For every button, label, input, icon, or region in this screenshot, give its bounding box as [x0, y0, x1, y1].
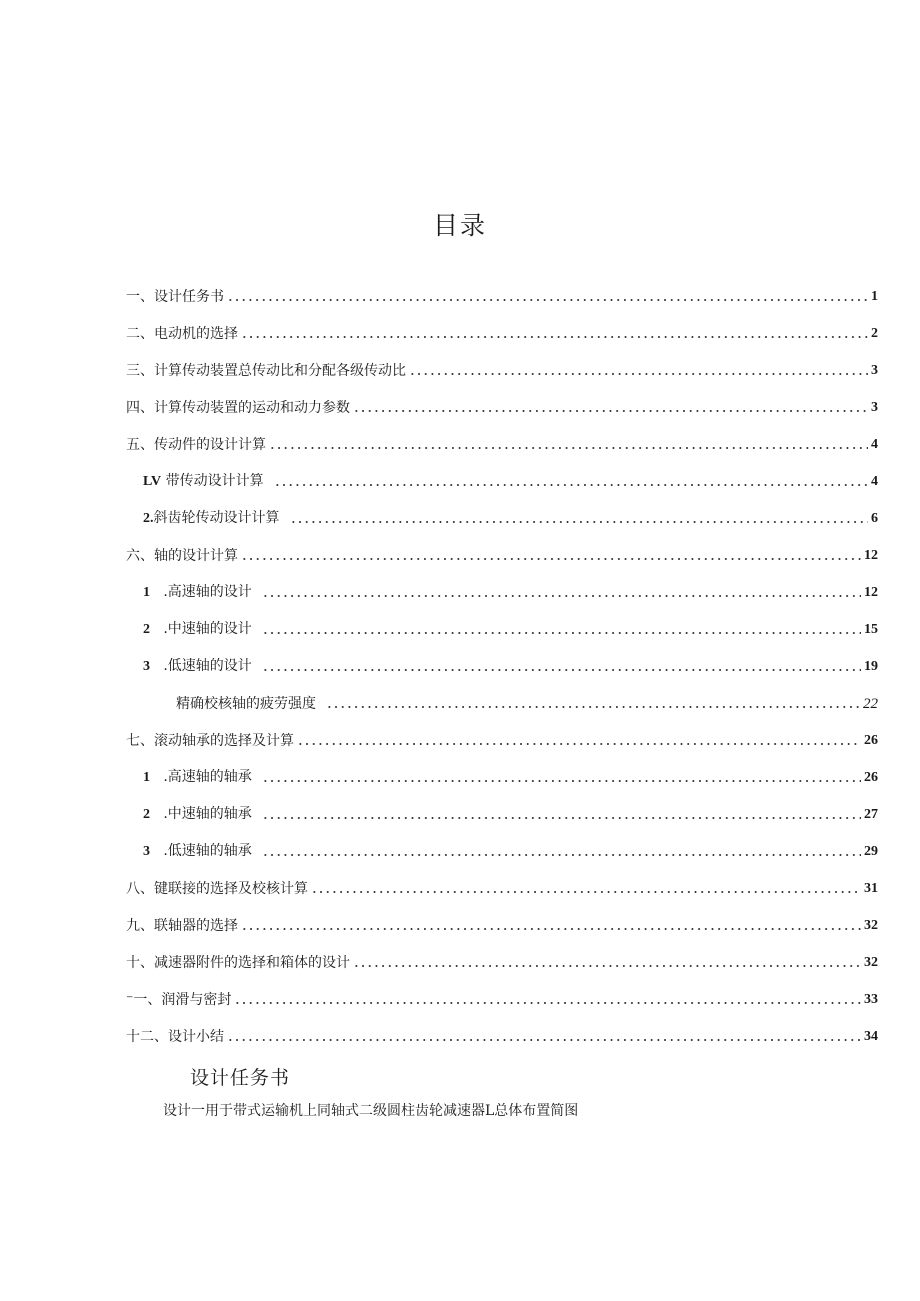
toc-entry-label: 一、设计任务书 — [126, 289, 224, 305]
toc-entry-4[interactable] — [126, 395, 878, 417]
toc-entry-label: 二、电动机的选择 — [126, 326, 238, 342]
toc-entry-page: 29 — [864, 844, 878, 859]
toc-entry-page: 2 — [871, 326, 878, 341]
toc-entry-page: 22 — [863, 696, 878, 712]
toc-entry-page: 19 — [864, 659, 878, 674]
toc-entry-page: 27 — [864, 807, 878, 822]
toc-entry-page: 26 — [864, 733, 878, 748]
toc-entry-11[interactable] — [126, 987, 878, 1009]
toc-entry-page: 12 — [864, 548, 878, 563]
leader-dots — [241, 928, 861, 930]
leader-dots — [262, 780, 861, 782]
toc-entry-1[interactable] — [126, 284, 878, 306]
toc-entry-page: 15 — [864, 622, 878, 637]
toc-entry-number: 3 — [143, 844, 150, 859]
leader-dots — [353, 965, 861, 967]
leader-dots — [326, 706, 860, 708]
leader-dots — [262, 817, 861, 819]
toc-entry-label: 四、计算传动装置的运动和动力参数 — [126, 400, 350, 416]
toc-entry-6-1[interactable] — [143, 580, 878, 602]
leader-dots — [274, 484, 868, 486]
toc-entry-label: .高速轴的轴承 — [150, 769, 252, 785]
toc-entry-7-1[interactable] — [143, 765, 878, 787]
toc-entry-page: 31 — [864, 881, 878, 896]
toc-entry-label: ⁻一、润滑与密封 — [126, 992, 232, 1008]
toc-entry-label: 七、滚动轴承的选择及计算 — [126, 733, 294, 749]
leader-dots — [234, 1002, 861, 1004]
toc-entry-page: 1 — [871, 289, 878, 304]
leader-dots — [297, 743, 861, 745]
toc-entry-label: 六、轴的设计计算 — [126, 548, 238, 564]
leader-dots — [311, 891, 861, 893]
toc-entry-number: 2 — [143, 807, 150, 822]
leader-dots — [241, 336, 868, 338]
toc-entry-number: 1 — [143, 585, 150, 600]
toc-entry-5[interactable] — [126, 432, 878, 454]
leader-dots — [269, 447, 868, 449]
toc-entry-3[interactable] — [126, 358, 878, 380]
toc-entry-number: 1 — [143, 770, 150, 785]
toc-entry-page: 6 — [871, 511, 878, 526]
toc-entry-page: 32 — [864, 918, 878, 933]
leader-dots — [290, 521, 869, 523]
leader-dots — [353, 410, 868, 412]
toc-entry-number: LV — [143, 474, 162, 489]
toc-entry-label: .中速轴的轴承 — [150, 806, 252, 822]
toc-entry-number: 3 — [143, 659, 150, 674]
toc-entry-10[interactable] — [126, 950, 878, 972]
leader-dots — [262, 595, 861, 597]
leader-dots — [409, 373, 868, 375]
toc-entry-label: .低速轴的轴承 — [150, 843, 252, 859]
toc-entry-8[interactable] — [126, 876, 878, 898]
toc-entry-5-2[interactable] — [143, 506, 878, 528]
toc-entry-number: 2. — [143, 511, 154, 526]
toc-entry-label: .高速轴的设计 — [150, 584, 252, 600]
toc-entry-label: 带传动设计计算 — [161, 473, 264, 489]
toc-entry-label: 精确校核轴的疲劳强度 — [176, 696, 316, 712]
toc-entry-label: 九、联轴器的选择 — [126, 918, 238, 934]
section-heading: 设计任务书 — [190, 1067, 291, 1089]
toc-entry-page: 12 — [864, 585, 878, 600]
body-text: 设计一用于带式运输机上同轴式二级圆柱齿轮减速器L总体布置简图 — [163, 1103, 579, 1119]
toc-entry-label: 八、键联接的选择及校核计算 — [126, 881, 308, 897]
toc-entry-7-3[interactable] — [143, 839, 878, 861]
toc-entry-7-2[interactable] — [143, 802, 878, 824]
toc-entry-6-2[interactable] — [143, 617, 878, 639]
toc-entry-6[interactable] — [126, 543, 878, 565]
toc-entry-page: 33 — [864, 992, 878, 1007]
toc-entry-page: 26 — [864, 770, 878, 785]
toc-entry-7[interactable] — [126, 728, 878, 750]
toc-entry-label: .低速轴的设计 — [150, 658, 252, 674]
toc-entry-9[interactable] — [126, 913, 878, 935]
toc-entry-label: 斜齿轮传动设计计算 — [153, 510, 280, 526]
toc-entry-label: 三、计算传动装置总传动比和分配各级传动比 — [126, 363, 406, 379]
toc-title: 目录 — [432, 211, 487, 240]
toc-entry-page: 4 — [871, 474, 878, 489]
leader-dots — [262, 669, 861, 671]
leader-dots — [262, 854, 861, 856]
toc-entry-page: 3 — [871, 400, 878, 415]
toc-entry-5-1[interactable] — [143, 469, 878, 491]
toc-entry-12[interactable] — [126, 1024, 878, 1046]
leader-dots — [227, 299, 868, 301]
toc-entry-page: 3 — [871, 363, 878, 378]
toc-entry-6-4[interactable] — [176, 691, 878, 713]
toc-entry-page: 34 — [864, 1029, 878, 1044]
toc-entry-label: 十二、设计小结 — [126, 1029, 224, 1045]
toc-entry-page: 4 — [871, 437, 878, 452]
toc-entry-number: 2 — [143, 622, 150, 637]
leader-dots — [262, 632, 861, 634]
toc-entry-page: 32 — [864, 955, 878, 970]
leader-dots — [241, 558, 861, 560]
toc-entry-2[interactable] — [126, 321, 878, 343]
toc-entry-6-3[interactable] — [143, 654, 878, 676]
toc-entry-label: 五、传动件的设计计算 — [126, 437, 266, 453]
toc-entry-label: .中速轴的设计 — [150, 621, 252, 637]
toc-entry-label: 十、减速器附件的选择和箱体的设计 — [126, 955, 350, 971]
leader-dots — [227, 1039, 861, 1041]
